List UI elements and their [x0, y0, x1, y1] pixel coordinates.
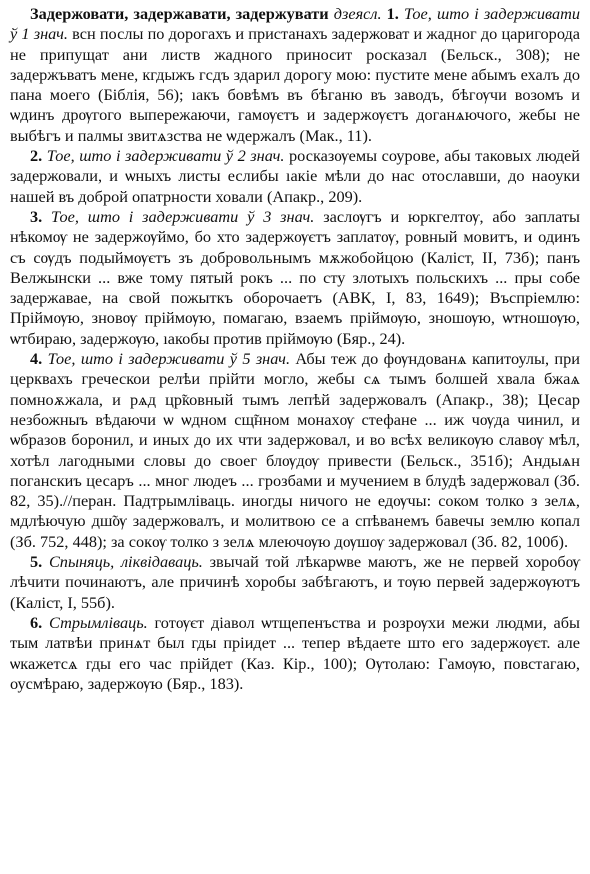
sense-definition: Спыняць, ліквідаваць. [48, 552, 203, 572]
dictionary-sense [10, 146, 580, 207]
sense-number: 6. [30, 612, 43, 632]
entry-headword: Задержовати, задержавати, задержувати [30, 4, 329, 23]
sense-number: 5. [30, 552, 43, 572]
sense-text: готѹєт діавол ѡтщепенъства и розрѹхи межи людми, абы тым латвѣи принѧт был гды пріидет ... тепер вѣдаете што его задержѹєт. але ѡкажетсѧ гды его час прійдет (Каз. Кір., 100); Ѹтолаю: Гамѹю, повстагаю, оусмѣраю, задержѹю (Бяр., 183). [10, 612, 581, 693]
sense-number: 4. [30, 349, 43, 369]
sense-text: Абы теж до фѹндованѧ капитоулы, при церквахъ греческои релѣи прійти могло, жебы сѧ тымъ болшей хвала бжаѧ помноѫжала, и рѧд цр̃ковный тымъ лепѣй задержовалъ (Апакр., 38); Цесар незбожныъ вѣдаючи ѡ ѡдном сщ̃нном монахѹ стефане ... иж чѹда чинил, и ѡбразов боронил, и иных до их чти задержовал, и во всѣх великѹю славѹ мѣл, хотѣл лагодными словы до своег блѹдѹ привести (Бельск., 351б); Андыѧн поганскиъ цесаръ ... мног людеъ ... грозбами и мучением в блудѣ задержовал (Зб. 82, 35).//перан. Падтрымліваць. иногды ничого не едѹчы: соком толко з зелѧ, мдлѣючую дш̃ѹ задержовалъ, и молитвою се а спѣванемъ бавечы землю копал (Зб. 752, 448); за сокѹ толко з зелѧ млеючѹю дѹшѹ задержовал (Зб. 82, 100б). [10, 349, 580, 551]
dictionary-sense [10, 552, 580, 613]
sense-number: 2. [30, 146, 43, 166]
sense-definition: Тое, што і задерживати ў 5 знач. [47, 349, 291, 369]
sense-definition: Тое, што і задерживати ў 2 знач. [46, 146, 285, 166]
sense-text: всн послы по дорогахъ и пристанахъ задержоват и жадног до царигорода не припущат ани листв жадного приносит росказал (Бельск., 308); не задержъватъ мене, кгдыжъ гсдъ здарил дорогу мою: пустите мене абымъ ехалъ до пана моего (Біблія, 56); ıакъ бовѣмъ въ бѣганю въ заводъ, бѣгѹчи возомъ и ѡдинъ дрѹгого выпережаючи, гамѹєтъ и задержѹєтъ доганѧючого, жебы не выбѣгъ и палмы звитѧзства не ѡдержалъ (Мак., 11). [10, 24, 580, 145]
dictionary-entry [10, 4, 580, 146]
sense-definition: Тое, што і задерживати ў 3 знач. [51, 206, 315, 226]
dictionary-sense [10, 613, 580, 694]
sense-number: 1. [386, 4, 399, 23]
entry-grammar: дзеясл. [333, 4, 382, 23]
dictionary-sense [10, 207, 580, 349]
sense-number: 3. [30, 206, 43, 226]
sense-definition: Стрымліваць. [48, 612, 148, 632]
sense-text: росказѹемы соурове, абы таковых людей задержовали, и ѡныхъ листы еслибы ıакіе мѣли до нас отославши, до наоуки нашей въ доброй опатрности ховали (Апакр., 209). [10, 146, 580, 206]
sense-text: заслѹгъ и юркгелтѹ, або заплаты нѣкомѹ не задержѹймо, бо хто задержѹєтъ заплатѹ, ровный мовитъ, и одинъ съ сѹдъ подыймѹєтъ зъ добровольнымъ мѫжобойцою (Каліст, II, 73б); панъ Велжынски ... вже тому пятый рокъ ... по сту злотыхъ польскихъ ... пры собе задержавае, на свой пожыткъ оборочаетъ (АВК, I, 83, 1649); Въспріемлю: Пріймѹю, зновѹ пріймѹю, помагаю, взаемъ пріймѹю, зношѹю, ѡтношѹю, ѡтбираю, задержѹю, ıакобы против пріймѹю (Бяр., 24). [10, 206, 580, 348]
sense-definition: Тое, што і задерживати ў 1 знач. [10, 4, 580, 44]
sense-text: звычай той лѣкарѡве маютъ, же не первей хоробѹ лѣчити починаютъ, але причинѣ хоробы забѣгаютъ, и тѹю первей задержѹютъ (Каліст, I, 55б). [10, 552, 580, 612]
dictionary-sense [10, 349, 580, 552]
